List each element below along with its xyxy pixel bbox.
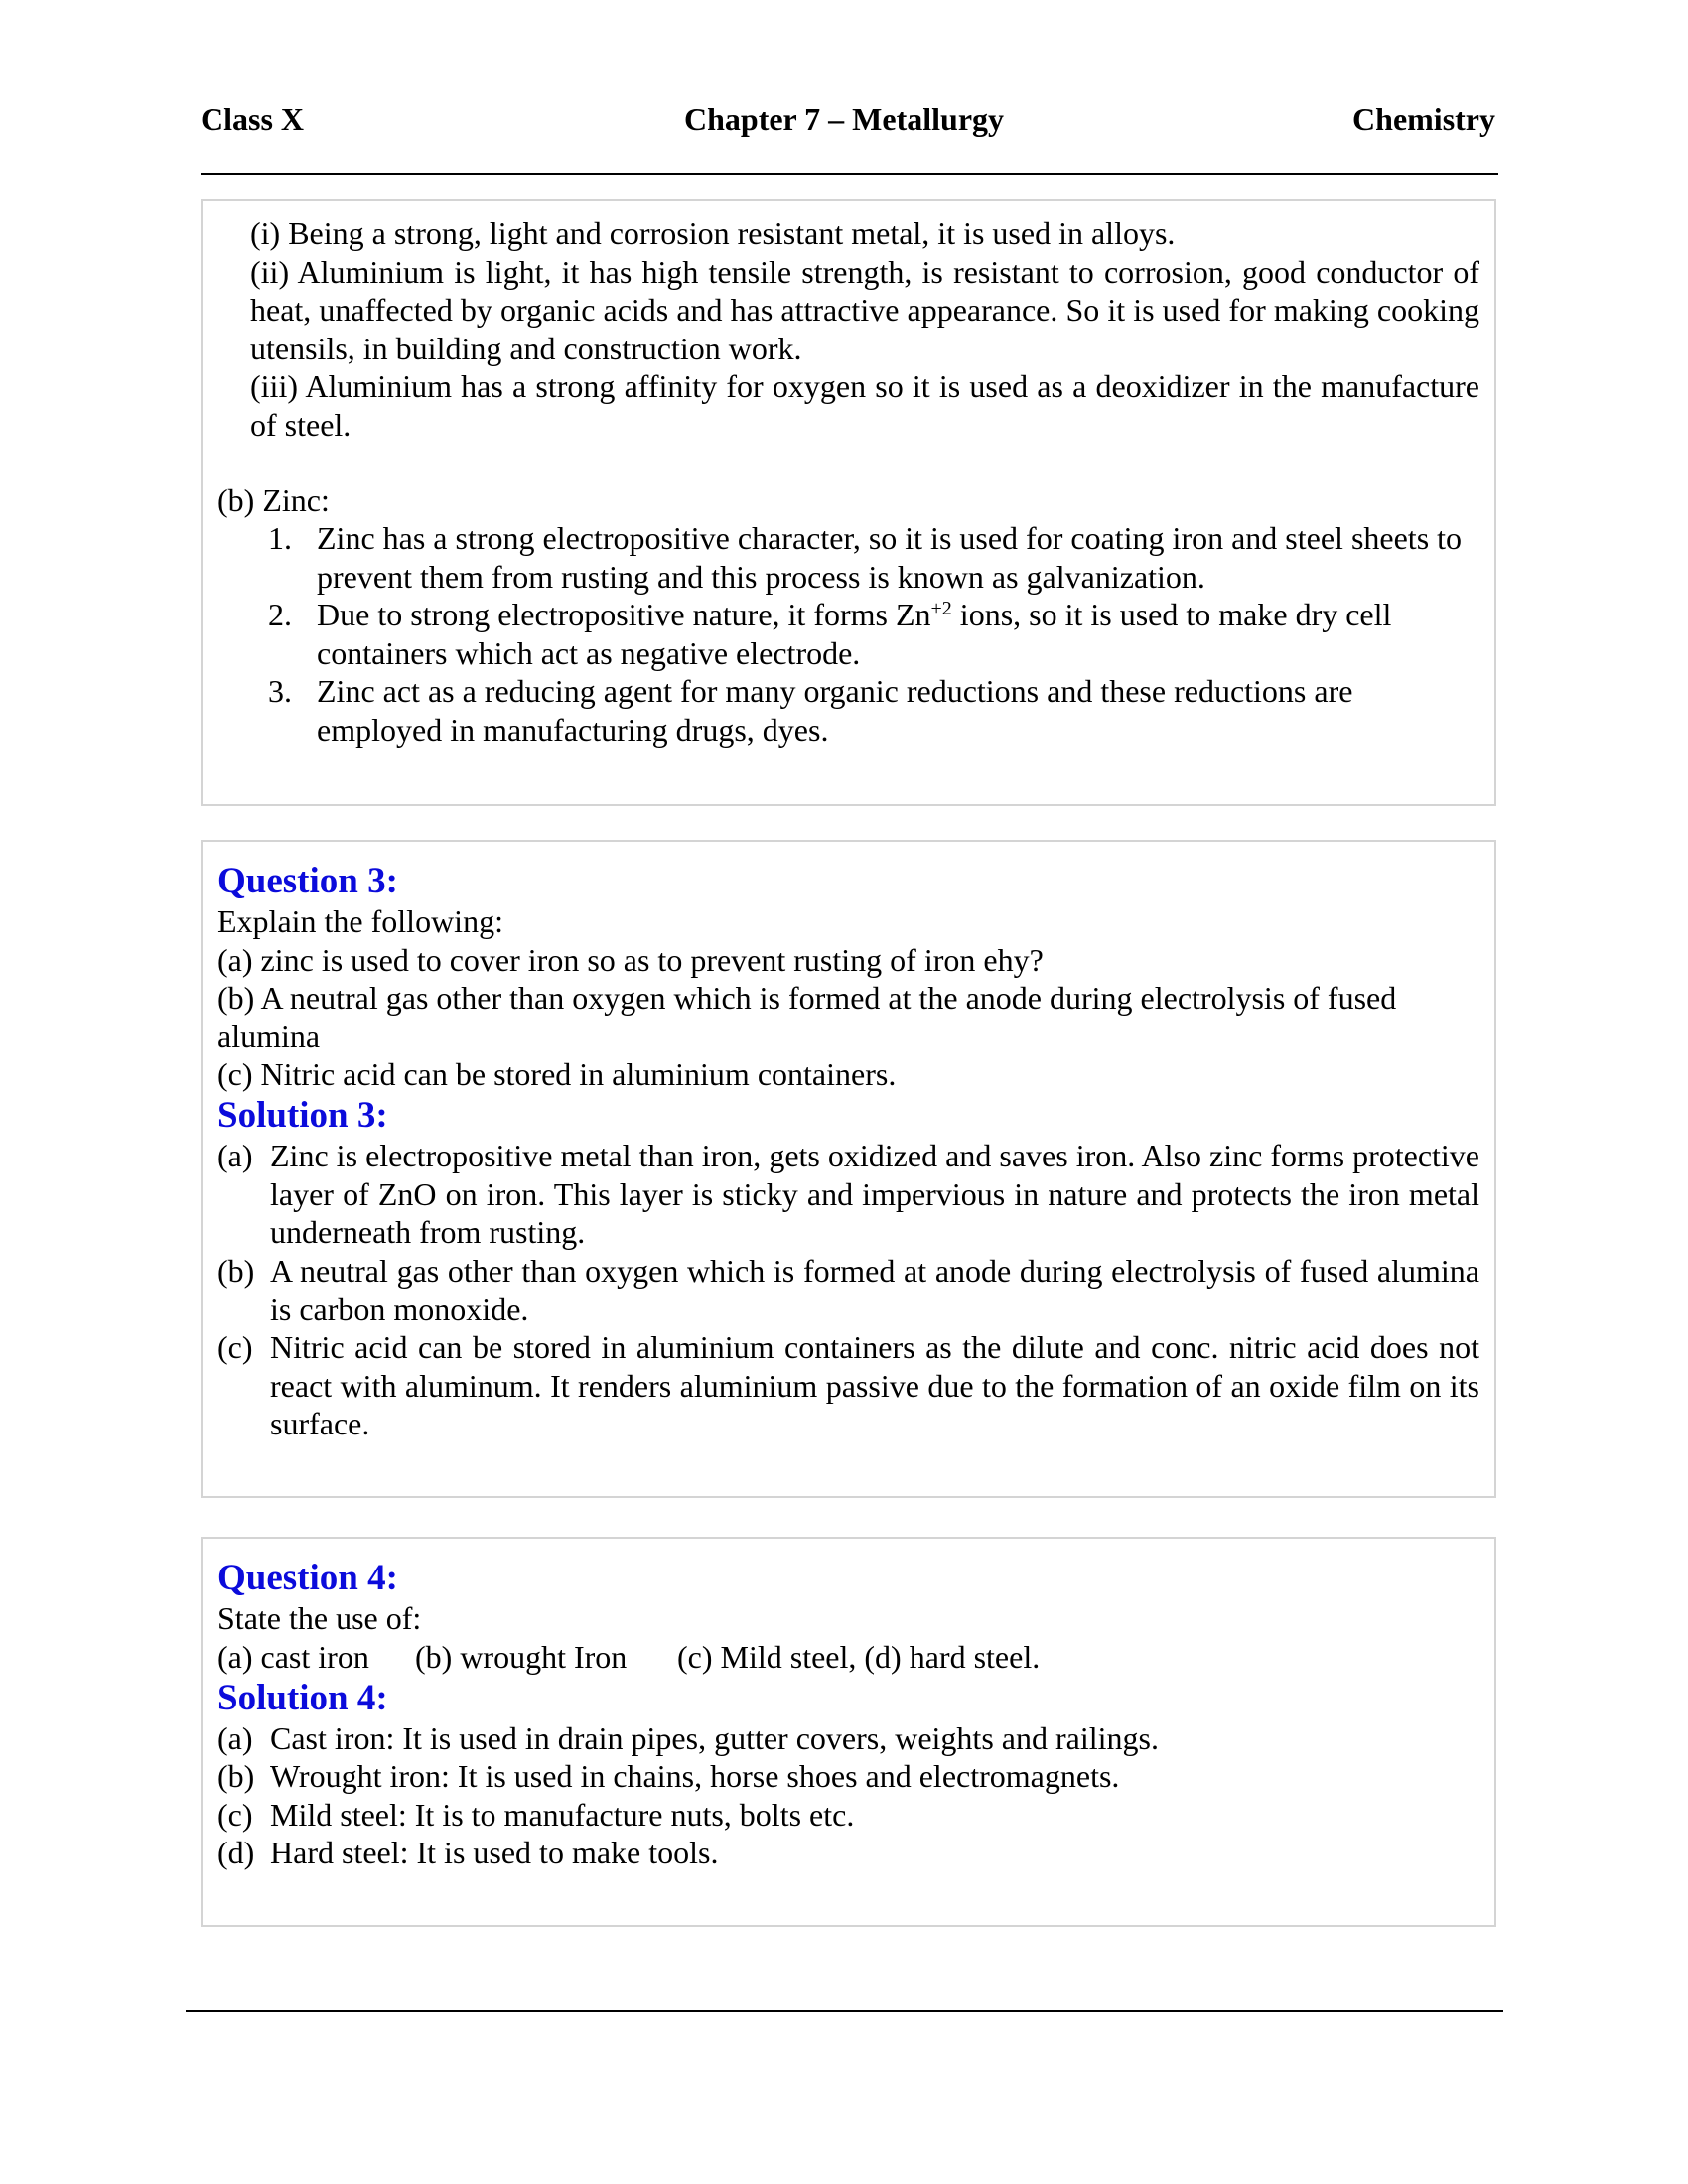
list-number: 2. [268,597,292,632]
solution-4-item [217,1834,1479,1872]
item-text: Mild steel: It is to manufacture nuts, bolts etc. [270,1797,855,1833]
zinc-use-text: Zinc has a strong electropositive character, so it is used for coating iron and steel sheets to prevent them from rusting and this process is known as galvanization. [317,520,1463,595]
zinc-use-text: Due to strong electropositive nature, it forms $Zn^{+2}$ ions, so it is used to make dry cell containers which act as negative electrode. [317,597,1392,671]
question-3-body [217,902,1479,1094]
item-label: (a) [217,1720,253,1756]
solution-3-item [217,1137,1479,1252]
list-number: 1. [268,520,292,556]
item-text: Wrought iron: It is used in chains, horse shoes and electromagnets. [270,1758,1120,1794]
item-text: Hard steel: It is used to make tools. [270,1835,719,1870]
question-3-item: (c) Nitric acid can be stored in aluminium containers. [217,1056,897,1092]
ion-charge: +2 [930,598,952,619]
solution-4-item [217,1757,1479,1796]
question-3-heading: Question 3: [217,861,398,901]
question-3-item: (b) A neutral gas other than oxygen which is formed at the anode during electrolysis of fused alumina [217,980,1397,1054]
item-label: (c) [217,1329,253,1365]
aluminium-uses [250,214,1479,444]
item-text: Cast iron: It is used in drain pipes, gutter covers, weights and railings. [270,1720,1159,1756]
aluminium-use-2: (ii) Aluminium is light, it has high tensile strength, is resistant to corrosion, good conductor of heat, unaffected by organic acids and has attractive appearance. So it is used for making cooking utensils, in building and construction work. [250,253,1479,366]
option-steel: (c) Mild steel, (d) hard steel. [677,1638,1041,1675]
item-text: A neutral gas other than oxygen which is formed at anode during electrolysis of fused alumina is carbon monoxide. [270,1253,1479,1327]
zinc-use-item [268,672,1475,749]
question-3-intro: Explain the following: [217,903,503,939]
header-chapter-title: Chapter 7 – Metallurgy [683,101,1005,137]
zinc-use-item [268,519,1475,596]
zinc-use-item [268,596,1475,672]
item-label: (d) [217,1835,255,1870]
aluminium-use-3: (iii) Aluminium has a strong affinity for oxygen so it is used as a deoxidizer in the manufacture of steel. [250,368,1479,443]
question-4-options [217,1638,1479,1677]
item-text: Nitric acid can be stored in aluminium containers as the dilute and conc. nitric acid does not react with aluminum. It renders aluminium passive due to the formation of an oxide film on its surface. [270,1329,1479,1441]
solution-3-item [217,1328,1479,1443]
footer-divider [186,2010,1503,2012]
header-class: Class X [201,101,305,137]
list-number: 3. [268,673,292,709]
solution-3-item [217,1252,1479,1328]
aluminium-use-1: (i) Being a strong, light and corrosion resistant metal, it is used in alloys. [250,215,1176,251]
zinc-use-text: Zinc act as a reducing agent for many organic reductions and these reductions are employed in manufacturing drugs, dyes. [317,673,1353,748]
question-4-box [201,1537,1496,1927]
zinc-heading: (b) Zinc: [217,482,330,518]
question-3-box [201,840,1496,1498]
solution-continued-box [201,199,1496,806]
solution-4-heading: Solution 4: [217,1678,388,1718]
option-cast-iron: (a) cast iron [217,1638,369,1675]
header-subject: Chemistry [1352,101,1495,137]
header-divider [201,173,1498,175]
solution-4-item [217,1719,1479,1758]
option-wrought-iron: (b) wrought Iron [415,1638,628,1675]
question-4-body [217,1599,1479,1676]
item-text: Zinc is electropositive metal than iron, gets oxidized and saves iron. Also zinc forms protective layer of ZnO on iron. This layer is sticky and impervious in nature and protects the iron metal underneath from rusting. [270,1138,1479,1250]
item-label: (a) [217,1138,253,1173]
item-label: (b) [217,1253,255,1289]
solution-3-heading: Solution 3: [217,1095,388,1136]
question-4-heading: Question 4: [217,1558,398,1598]
question-4-intro: State the use of: [217,1600,422,1636]
question-3-item: (a) zinc is used to cover iron so as to prevent rusting of iron ehy? [217,941,1044,978]
item-label: (c) [217,1797,253,1833]
solution-4-item [217,1796,1479,1835]
item-label: (b) [217,1758,255,1794]
